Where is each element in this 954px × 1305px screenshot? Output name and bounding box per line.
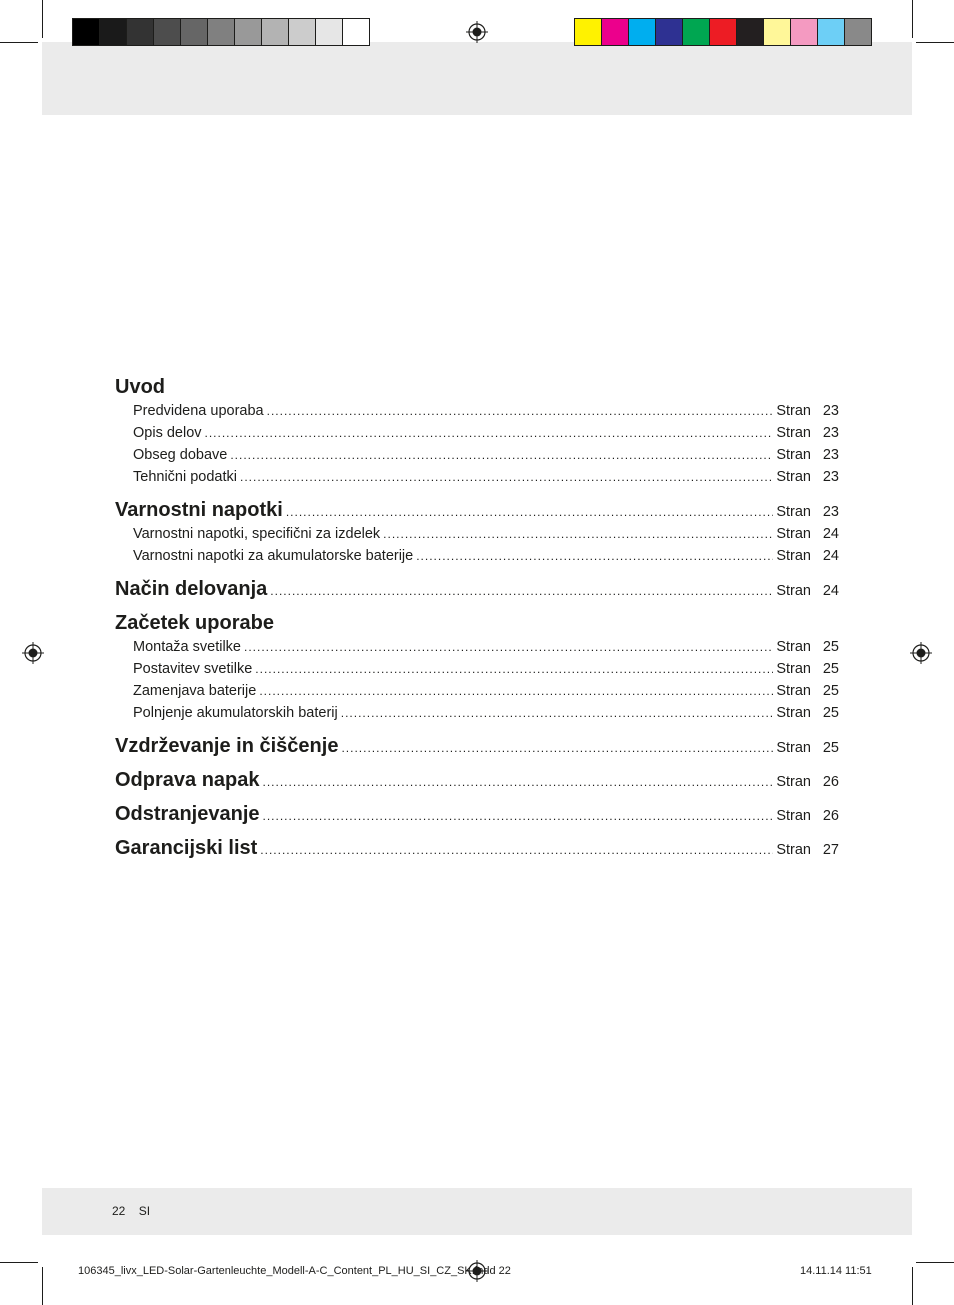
page-reference <box>776 661 839 677</box>
dot-leader <box>263 809 774 823</box>
color-swatch <box>790 18 818 46</box>
page-reference <box>776 683 839 699</box>
dot-leader <box>205 426 774 440</box>
dot-leader <box>416 549 773 563</box>
page-reference <box>776 583 839 599</box>
page-ref-number: 23 <box>822 469 839 485</box>
crop-mark <box>916 1262 954 1263</box>
table-of-contents <box>115 376 839 871</box>
page-reference <box>776 842 839 858</box>
toc-entry-label: Polnjenje akumulatorskih baterij <box>133 705 338 721</box>
page-word: Stran <box>776 403 811 419</box>
page-reference <box>776 526 839 542</box>
toc-heading <box>115 769 839 795</box>
page-ref-number: 25 <box>822 639 839 655</box>
page-word: Stran <box>776 639 811 655</box>
page-reference <box>776 447 839 463</box>
dot-leader <box>244 640 773 654</box>
gray-swatch <box>207 18 235 46</box>
page-ref-number: 23 <box>822 504 839 520</box>
page-reference <box>776 774 839 790</box>
dot-leader <box>286 505 774 519</box>
toc-entry <box>115 403 839 425</box>
toc-entry <box>115 447 839 469</box>
gray-swatch <box>288 18 316 46</box>
page-word: Stran <box>776 774 811 790</box>
toc-heading-label: Začetek uporabe <box>115 612 274 634</box>
page-word: Stran <box>776 425 811 441</box>
page-ref-number: 23 <box>822 447 839 463</box>
toc-section <box>115 376 839 491</box>
header-band <box>42 42 912 115</box>
dot-leader <box>383 527 773 541</box>
page-word: Stran <box>776 740 811 756</box>
toc-section <box>115 612 839 727</box>
toc-heading-label: Odstranjevanje <box>115 803 260 825</box>
crop-mark <box>0 1262 38 1263</box>
toc-entry <box>115 639 839 661</box>
page-reference <box>776 504 839 520</box>
page-footer <box>112 1204 150 1218</box>
page-reference <box>776 548 839 564</box>
page-ref-number: 27 <box>822 842 839 858</box>
page-reference <box>776 403 839 419</box>
page-reference <box>776 705 839 721</box>
dot-leader <box>255 662 773 676</box>
page-ref-number: 25 <box>822 683 839 699</box>
registration-mark-icon <box>466 21 488 43</box>
page-word: Stran <box>776 526 811 542</box>
toc-entry <box>115 526 839 548</box>
dot-leader <box>260 843 773 857</box>
toc-entry-label: Varnostni napotki, specifični za izdelek <box>133 526 381 542</box>
toc-heading <box>115 499 839 525</box>
page-reference <box>776 740 839 756</box>
dot-leader <box>240 470 773 484</box>
crop-mark <box>42 1267 43 1305</box>
dot-leader <box>259 684 773 698</box>
crop-mark <box>42 0 43 38</box>
toc-heading-label: Varnostni napotki <box>115 499 283 521</box>
page-reference <box>776 469 839 485</box>
dot-leader <box>263 775 774 789</box>
crop-mark <box>916 42 954 43</box>
dot-leader <box>270 584 773 598</box>
gray-swatch <box>234 18 262 46</box>
toc-entry-label: Opis delov <box>133 425 202 441</box>
gray-swatch <box>153 18 181 46</box>
toc-heading <box>115 837 839 863</box>
toc-heading <box>115 612 839 638</box>
toc-entry <box>115 469 839 491</box>
toc-heading-label: Odprava napak <box>115 769 260 791</box>
page-ref-number: 23 <box>822 403 839 419</box>
toc-entry-label: Postavitev svetilke <box>133 661 253 677</box>
toc-entry-label: Obseg dobave <box>133 447 228 463</box>
gray-swatch <box>72 18 100 46</box>
page-reference <box>776 425 839 441</box>
gray-swatch <box>342 18 370 46</box>
toc-heading <box>115 578 839 604</box>
toc-section <box>115 578 839 604</box>
toc-heading <box>115 376 839 402</box>
color-swatch <box>655 18 683 46</box>
page-ref-number: 24 <box>822 526 839 542</box>
page-ref-number: 25 <box>822 740 839 756</box>
page-reference <box>776 808 839 824</box>
toc-entry <box>115 425 839 447</box>
dot-leader <box>341 741 773 755</box>
color-swatch <box>601 18 629 46</box>
gray-swatch <box>99 18 127 46</box>
registration-mark-icon <box>22 642 44 664</box>
gray-swatch <box>126 18 154 46</box>
crop-mark <box>912 0 913 38</box>
toc-entry-label: Predvidena uporaba <box>133 403 264 419</box>
page-number: 22 <box>112 1204 126 1218</box>
page-word: Stran <box>776 469 811 485</box>
process-color-bar <box>574 18 871 46</box>
color-swatch <box>709 18 737 46</box>
gray-swatch <box>261 18 289 46</box>
color-swatch <box>736 18 764 46</box>
gray-swatch <box>180 18 208 46</box>
color-swatch <box>682 18 710 46</box>
dot-leader <box>341 706 774 720</box>
toc-section <box>115 769 839 795</box>
gray-swatch <box>315 18 343 46</box>
toc-entry-label: Varnostni napotki za akumulatorske baterije <box>133 548 414 564</box>
toc-heading-label: Uvod <box>115 376 165 398</box>
toc-section <box>115 499 839 570</box>
toc-entry-label: Zamenjava baterije <box>133 683 257 699</box>
crop-mark <box>912 1267 913 1305</box>
toc-entry <box>115 661 839 683</box>
color-swatch <box>763 18 791 46</box>
page-word: Stran <box>776 583 811 599</box>
page-ref-number: 23 <box>822 425 839 441</box>
page-ref-number: 25 <box>822 661 839 677</box>
page-word: Stran <box>776 705 811 721</box>
crop-mark <box>0 42 38 43</box>
dot-leader <box>230 448 773 462</box>
toc-heading <box>115 735 839 761</box>
color-swatch <box>817 18 845 46</box>
toc-entry <box>115 683 839 705</box>
page-word: Stran <box>776 548 811 564</box>
toc-heading-label: Garancijski list <box>115 837 258 859</box>
grayscale-color-bar <box>72 18 369 46</box>
toc-section <box>115 803 839 829</box>
page-ref-number: 26 <box>822 774 839 790</box>
language-code: SI <box>138 1204 151 1218</box>
page-word: Stran <box>776 504 811 520</box>
toc-entry-label: Tehnični podatki <box>133 469 237 485</box>
toc-heading <box>115 803 839 829</box>
file-slug: 106345_livx_LED-Solar-Gartenleuchte_Modell-A-C_Content_PL_HU_SI_CZ_SK.indd 22 <box>78 1265 511 1277</box>
toc-entry-label: Montaža svetilke <box>133 639 241 655</box>
page-ref-number: 24 <box>822 548 839 564</box>
page-ref-number: 25 <box>822 705 839 721</box>
toc-heading-label: Način delovanja <box>115 578 268 600</box>
page-reference <box>776 639 839 655</box>
page-word: Stran <box>776 447 811 463</box>
toc-entry <box>115 705 839 727</box>
toc-entry <box>115 548 839 570</box>
color-swatch <box>574 18 602 46</box>
registration-mark-icon <box>910 642 932 664</box>
page-ref-number: 26 <box>822 808 839 824</box>
page-word: Stran <box>776 683 811 699</box>
page-ref-number: 24 <box>822 583 839 599</box>
color-swatch <box>628 18 656 46</box>
page-word: Stran <box>776 661 811 677</box>
toc-heading-label: Vzdrževanje in čiščenje <box>115 735 339 757</box>
page-word: Stran <box>776 808 811 824</box>
file-date: 14.11.14 11:51 <box>800 1265 872 1277</box>
color-swatch <box>844 18 872 46</box>
toc-section <box>115 837 839 863</box>
toc-section <box>115 735 839 761</box>
footer-band <box>42 1188 912 1235</box>
page-word: Stran <box>776 842 811 858</box>
dot-leader <box>267 404 774 418</box>
